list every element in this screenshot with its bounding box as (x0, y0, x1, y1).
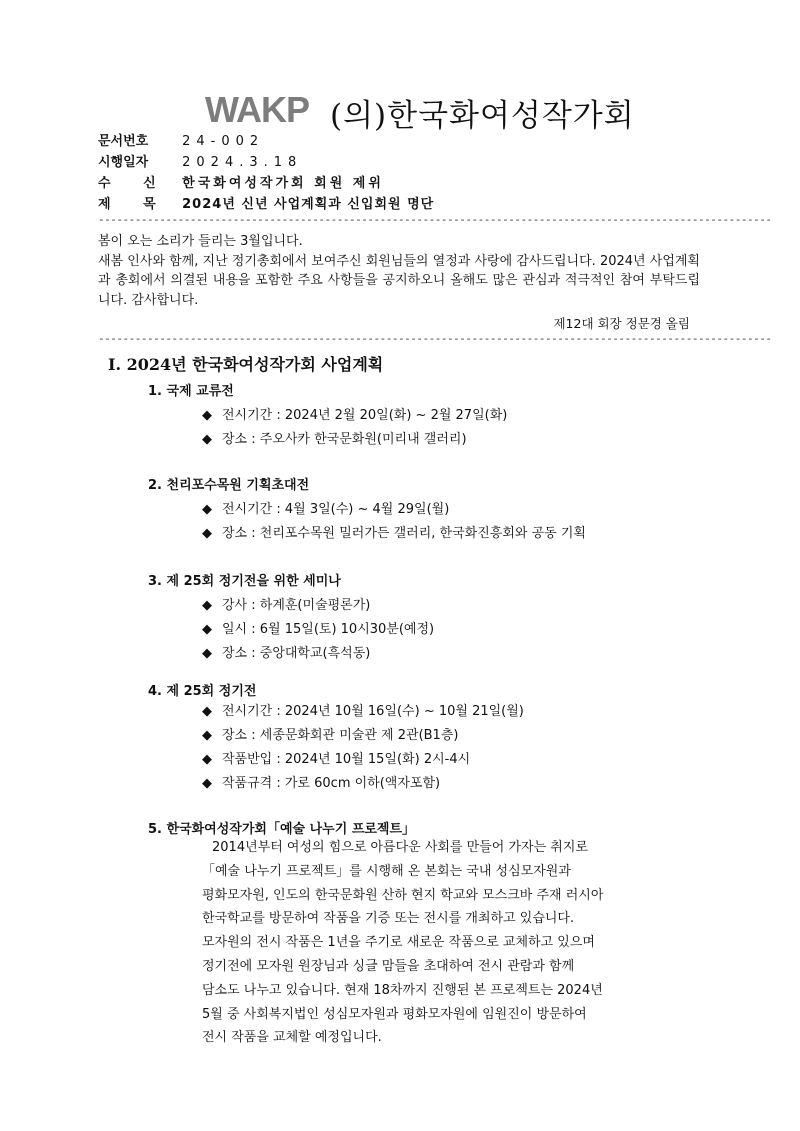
diamond-bullet-icon: ◆ (202, 728, 212, 743)
diamond-bullet-icon: ◆ (202, 408, 212, 423)
bullet-text: 장소 : 천리포수목원 밀러가든 갤러리, 한국화진흥회와 공동 기획 (222, 526, 586, 541)
document-meta (98, 131, 698, 215)
item-title: 3. 제 25회 정기전을 위한 세미나 (148, 574, 341, 589)
intro-paragraph-2: 새봄 인사와 함께, 지난 정기총회에서 보여주신 회원님들의 열정과 사랑에 감사드립니다. 2024년 사업계획과 총회에서 의결된 내용을 포함한 주요 사항들을 공지하오니 올해도 많은 관심과 적극적인 참여 부탁드립니다. 감사합니다. (98, 253, 700, 308)
bullet-item (202, 724, 458, 743)
item-title: 5. 한국화여성작가회「예술 나누기 프로젝트」 (148, 822, 416, 837)
bullet-item (202, 618, 434, 637)
bullet-text: 전시기간 : 2024년 2월 20일(화) ~ 2월 27일(화) (222, 408, 508, 423)
bullet-text: 강사 : 하계훈(미술평론가) (222, 598, 371, 613)
diamond-bullet-icon: ◆ (202, 598, 212, 613)
subject-label: 제 목 (98, 197, 170, 212)
divider-top: -------------------------------------------------------------------------------------------------------------- (98, 213, 772, 226)
recipient-value: 한국화여성작가회 회원 제위 (182, 176, 384, 191)
diamond-bullet-icon: ◆ (202, 526, 212, 541)
project-line: 담소도 나누고 있습니다. 현재 18차까지 진행된 본 프로젝트는 2024년 (202, 982, 603, 998)
doc-number-row (98, 131, 698, 152)
bullet-item (202, 700, 524, 719)
item-title: 2. 천리포수목원 기획초대전 (148, 478, 310, 493)
bullet-item (202, 522, 586, 541)
wakp-logo (205, 90, 323, 128)
date-label: 시행일자 (98, 155, 149, 170)
bullet-item (202, 772, 440, 791)
bullet-item (202, 748, 470, 767)
letterhead (205, 88, 635, 134)
date-row (98, 152, 698, 173)
organization-name: (의)한국화여성작가회 (330, 98, 635, 134)
diamond-bullet-icon: ◆ (202, 752, 212, 767)
diamond-bullet-icon: ◆ (202, 704, 212, 719)
intro-paragraph-1: 봄이 오는 소리가 들리는 3월입니다. (98, 234, 303, 249)
section-title: Ⅰ. 2024년 한국화여성작가회 사업계획 (108, 355, 384, 374)
bullet-text: 장소 : 세종문화회관 미술관 제 2관(B1층) (222, 728, 459, 743)
project-line: 평화모자원, 인도의 한국문화원 산하 현지 학교와 모스크바 주재 러시아 (202, 887, 604, 903)
bullet-text: 전시기간 : 2024년 10월 16일(수) ~ 10월 21일(월) (222, 704, 524, 719)
doc-number-value: 24-002 (182, 134, 265, 149)
recipient-label: 수 신 (98, 176, 170, 191)
project-line: 5월 중 사회복지법인 성심모자원과 평화모자원에 임원진이 방문하여 (202, 1006, 587, 1022)
project-line: 2014년부터 여성의 힘으로 아름다운 사회를 만들어 가자는 취지로 (212, 840, 588, 855)
signature-line: 제12대 회장 정문경 올림 (553, 316, 690, 331)
divider-bottom: -------------------------------------------------------------------------------------------------------------- (98, 332, 772, 345)
diamond-bullet-icon: ◆ (202, 432, 212, 447)
intro-text (98, 232, 700, 310)
bullet-text: 작품규격 : 가로 60cm 이하(액자포함) (222, 776, 441, 791)
doc-number-label: 문서번호 (98, 134, 149, 149)
business-plan-section (108, 350, 708, 380)
diamond-bullet-icon: ◆ (202, 776, 212, 791)
diamond-bullet-icon: ◆ (202, 646, 212, 661)
project-description (202, 836, 692, 1050)
bullet-item (202, 642, 370, 661)
project-line: 모자원의 전시 작품은 1년을 주기로 새로운 작품으로 교체하고 있으며 (202, 935, 595, 951)
bullet-item (202, 428, 467, 447)
svg-text:WAKP: WAKP (205, 89, 309, 130)
bullet-text: 장소 : 주오사카 한국문화원(미리내 갤러리) (222, 432, 467, 447)
project-line: 전시 작품을 교체할 예정입니다. (202, 1030, 382, 1046)
bullet-item (202, 498, 449, 517)
bullet-text: 작품반입 : 2024년 10월 15일(화) 2시-4시 (222, 752, 471, 767)
bullet-text: 일시 : 6월 15일(토) 10시30분(예정) (222, 622, 435, 637)
bullet-text: 전시기간 : 4월 3일(수) ~ 4월 29일(월) (222, 502, 450, 517)
bullet-text: 장소 : 중앙대학교(흑석동) (222, 646, 371, 661)
project-line: 한국학교를 방문하여 작품을 기증 또는 전시를 개최하고 있습니다. (202, 911, 575, 927)
recipient-row (98, 173, 698, 194)
bullet-item (202, 594, 370, 613)
subject-value: 2024년 신년 사업계획과 신입회원 명단 (182, 197, 435, 212)
item-title: 1. 국제 교류전 (148, 384, 234, 399)
project-line: 「예술 나누기 프로젝트」를 시행해 온 본회는 국내 성심모자원과 (202, 863, 571, 879)
item-title: 4. 제 25회 정기전 (148, 684, 257, 699)
bullet-item (202, 404, 507, 423)
diamond-bullet-icon: ◆ (202, 502, 212, 517)
project-line: 정기전에 모자원 원장님과 싱글 맘들을 초대하여 전시 관람과 함께 (202, 958, 575, 974)
date-value: 2024.3.18 (182, 155, 303, 170)
diamond-bullet-icon: ◆ (202, 622, 212, 637)
subject-row (98, 194, 698, 215)
